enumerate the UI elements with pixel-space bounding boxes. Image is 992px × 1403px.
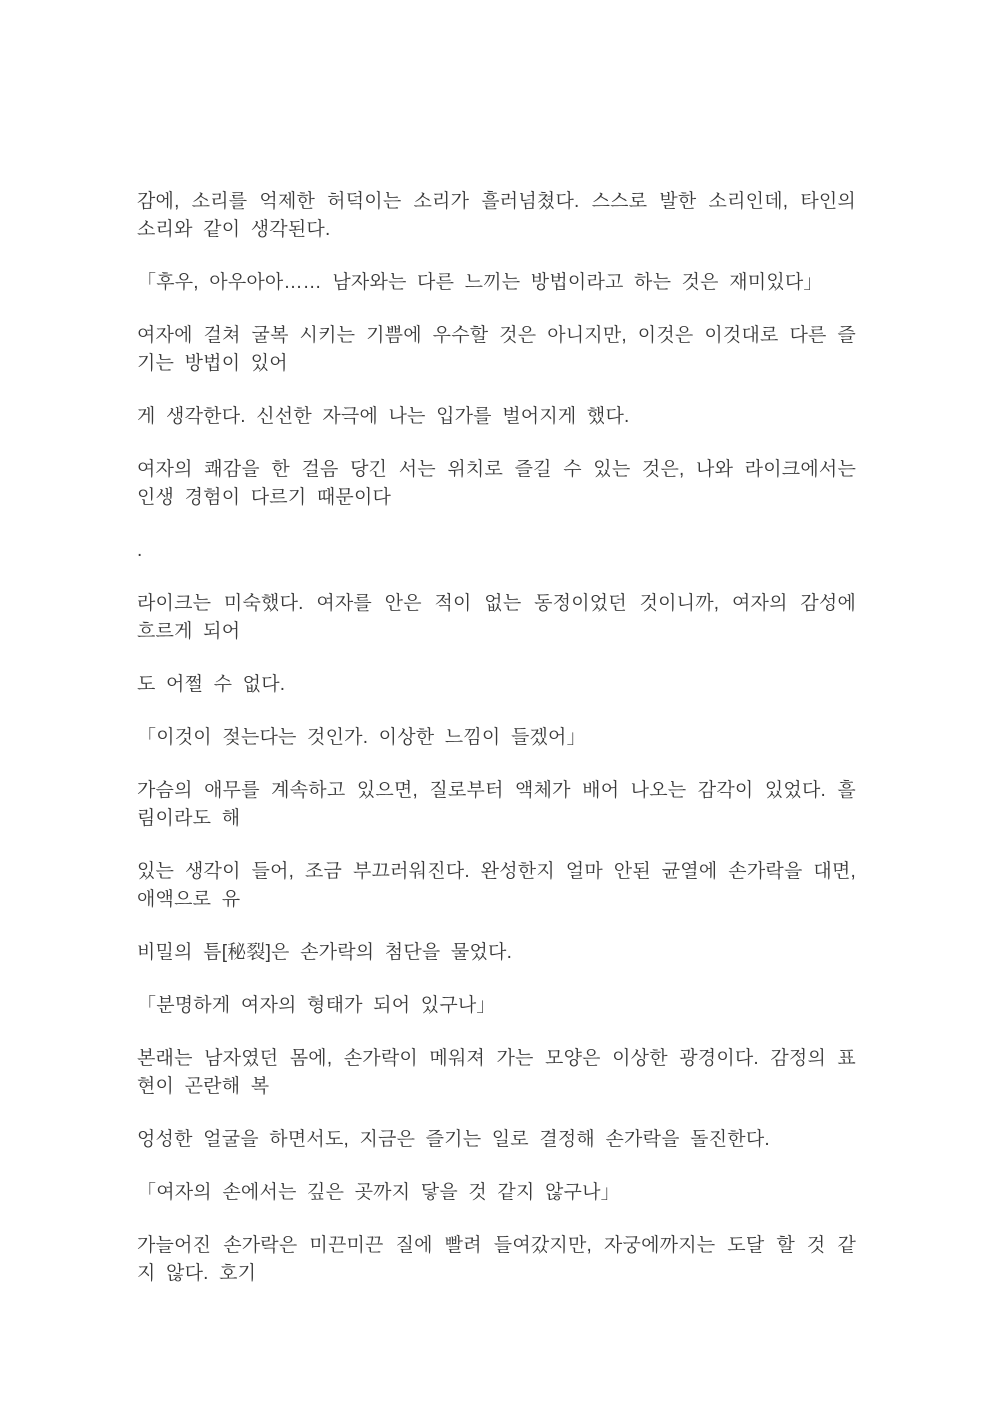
- body-paragraph: 여자에 걸쳐 굴복 시키는 기쁨에 우수할 것은 아니지만, 이것은 이것대로 다른 즐기는 방법이 있어: [137, 325, 856, 374]
- body-paragraph: 라이크는 미숙했다. 여자를 안은 적이 없는 동정이었던 것이니까, 여자의 감성에 흐르게 되어: [137, 593, 856, 642]
- body-paragraph: 가늘어진 손가락은 미끈미끈 질에 빨려 들여갔지만, 자궁에까지는 도달 할 것 같지 않다. 호기: [137, 1235, 856, 1284]
- body-paragraph: 도 어쩔 수 없다.: [137, 674, 286, 695]
- body-paragraph: 본래는 남자였던 몸에, 손가락이 메워져 가는 모양은 이상한 광경이다. 감정의 표현이 곤란해 복: [137, 1048, 856, 1097]
- body-paragraph: 게 생각한다. 신선한 자극에 나는 입가를 벌어지게 했다.: [137, 406, 630, 427]
- body-paragraph: 있는 생각이 들어, 조금 부끄러워진다. 완성한지 얼마 안된 균열에 손가락을 대면, 애액으로 유: [137, 861, 856, 910]
- body-paragraph: 여자의 쾌감을 한 걸음 당긴 서는 위치로 즐길 수 있는 것은, 나와 라이크에서는 인생 경험이 다르기 때문이다: [137, 459, 856, 508]
- dialogue-line: 「분명하게 여자의 형태가 되어 있구나」: [137, 995, 496, 1016]
- dialogue-line: 「이것이 젖는다는 것인가. 이상한 느낌이 들겠어」: [137, 727, 586, 748]
- body-paragraph: 가슴의 애무를 계속하고 있으면, 질로부터 액체가 배어 나오는 감각이 있었다. 흘림이라도 해: [137, 780, 856, 829]
- body-paragraph: .: [137, 540, 143, 561]
- dialogue-line: 「여자의 손에서는 깊은 곳까지 닿을 것 같지 않구나」: [137, 1182, 620, 1203]
- body-paragraph: 비밀의 틈[秘裂]은 손가락의 첨단을 물었다.: [137, 942, 513, 963]
- body-paragraph: 감에, 소리를 억제한 허덕이는 소리가 흘러넘쳤다. 스스로 발한 소리인데, 타인의 소리와 같이 생각된다.: [137, 191, 856, 240]
- body-paragraph: 엉성한 얼굴을 하면서도, 지금은 즐기는 일로 결정해 손가락을 돌진한다.: [137, 1129, 770, 1150]
- dialogue-line: 「후우, 아우아아…… 남자와는 다른 느끼는 방법이라고 하는 것은 재미있다」: [137, 272, 823, 293]
